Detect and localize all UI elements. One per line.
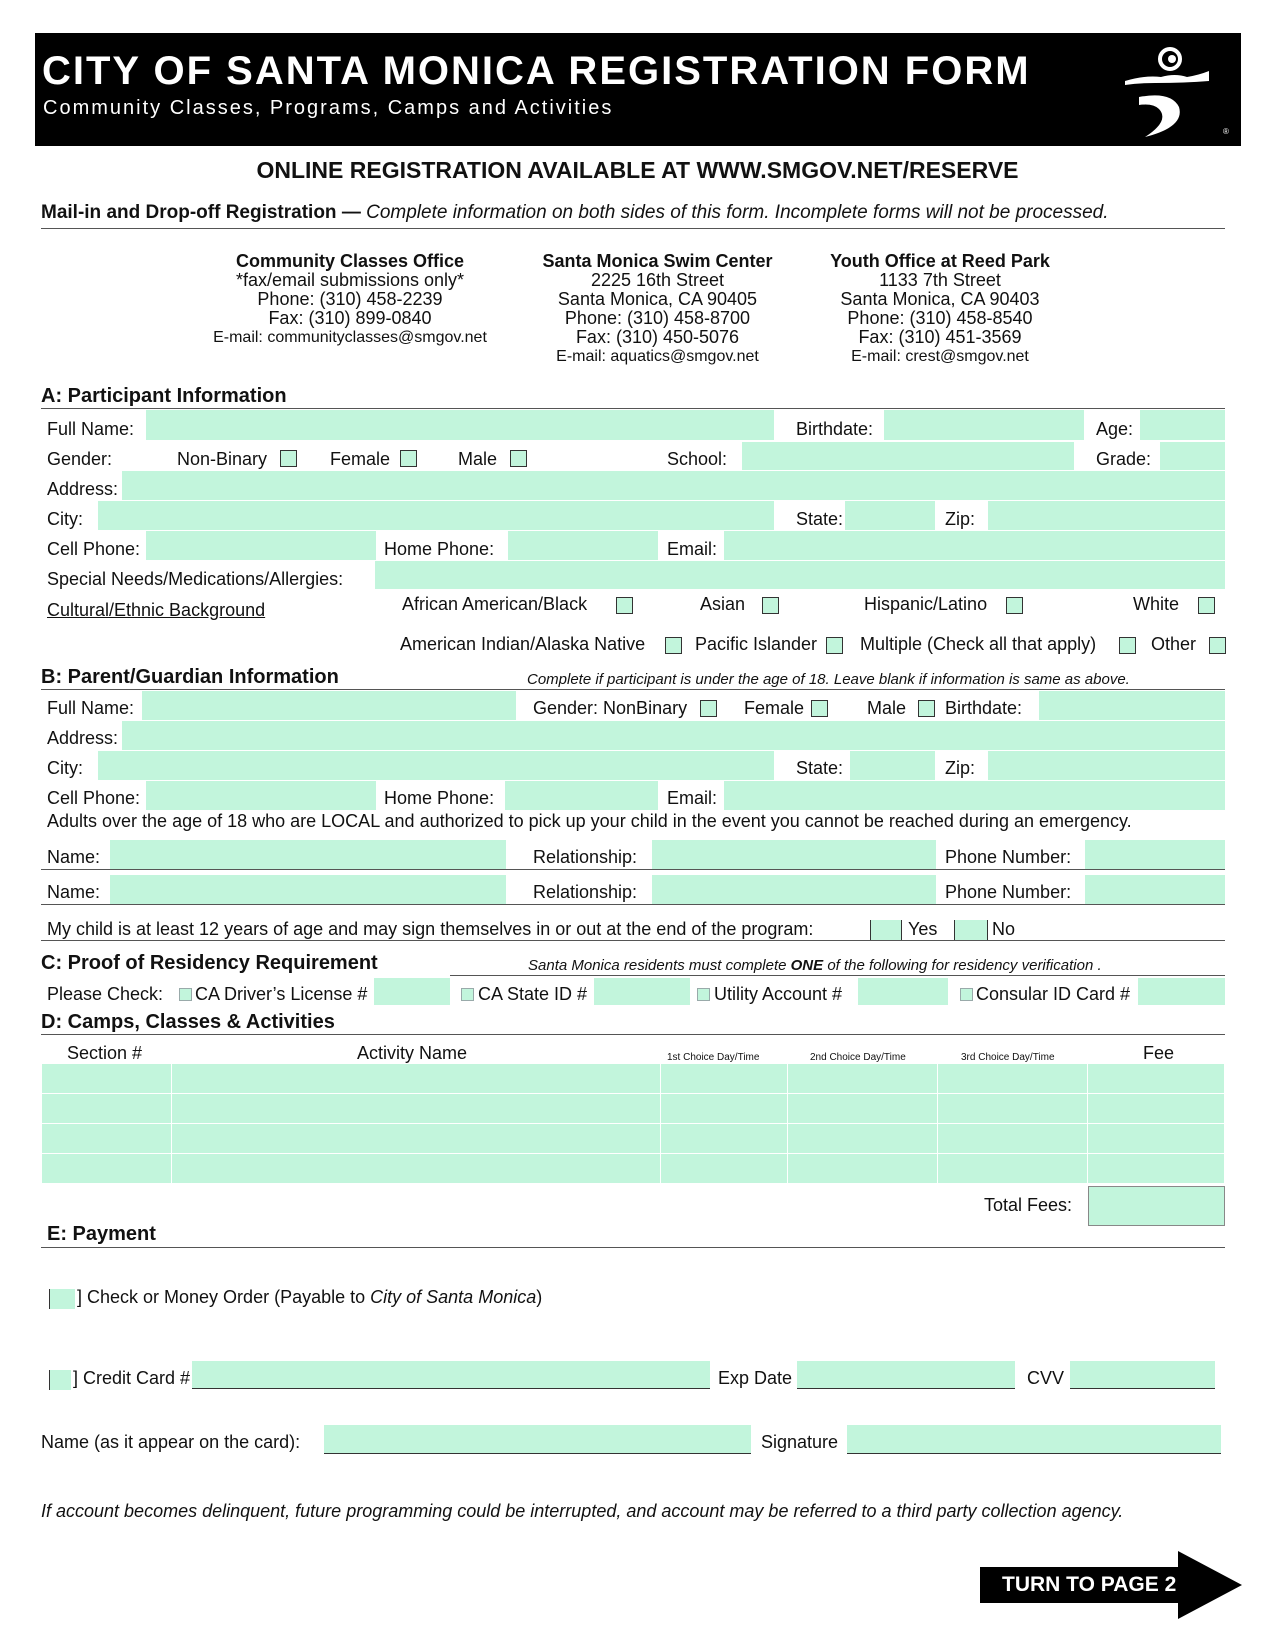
office-line: Phone: (310) 458-8540 (847, 308, 1033, 328)
header-banner (35, 33, 1241, 146)
consular-id-checkbox[interactable] (960, 988, 973, 1001)
participant-school-field[interactable] (742, 442, 1074, 470)
divider (41, 689, 1225, 690)
guardian-city-field[interactable] (98, 751, 774, 780)
guardian-full-name-field[interactable] (142, 691, 516, 720)
ethnic-multiple-label: Multiple (Check all that apply) (860, 634, 1097, 654)
column-activity-name: Activity Name (357, 1043, 468, 1063)
section-cell[interactable] (42, 1124, 172, 1154)
participant-state-field[interactable] (845, 501, 935, 530)
office-community-classes (190, 252, 510, 347)
section-e-title: E: Payment (47, 1223, 156, 1245)
participant-city-field[interactable] (98, 501, 774, 530)
guardian-home-phone-field[interactable] (505, 781, 658, 810)
office-reed-park (790, 252, 1090, 366)
participant-home-phone-label: Home Phone: (384, 539, 495, 559)
ethnic-hispanic-checkbox[interactable] (1006, 597, 1023, 614)
office-swim-center (505, 252, 810, 366)
form-subtitle: Community Classes, Programs, Camps and Activities (43, 97, 614, 119)
second-choice-cell[interactable] (788, 1124, 938, 1154)
guardian-female-label: Female (744, 698, 805, 718)
credit-card-field[interactable] (192, 1361, 710, 1389)
third-choice-cell[interactable] (938, 1124, 1088, 1154)
state-id-checkbox[interactable] (461, 988, 474, 1001)
participant-gender-label: Gender: (47, 449, 113, 469)
guardian-birthdate-label: Birthdate: (945, 698, 1023, 718)
table-row (42, 1154, 1225, 1184)
table-row (42, 1064, 1225, 1094)
guardian-state-field[interactable] (850, 751, 935, 780)
check-label-pre: ] Check or Money Order (Payable to (77, 1287, 366, 1307)
drivers-license-field[interactable] (374, 978, 450, 1005)
office-line: Fax: (310) 450-5076 (575, 327, 740, 347)
check-money-order-label (77, 1287, 542, 1308)
participant-city-label: City: (47, 509, 83, 529)
office-name: Community Classes Office (235, 251, 465, 271)
state-id-label: CA State ID # (478, 984, 588, 1004)
signature-field[interactable] (847, 1425, 1221, 1454)
emergency-relationship-field-2[interactable] (652, 875, 936, 904)
guardian-address-label: Address: (47, 728, 119, 748)
guardian-cell-phone-label: Cell Phone: (47, 788, 141, 808)
divider (41, 940, 1225, 941)
office-line: *fax/email submissions only* (235, 270, 465, 290)
guardian-male-checkbox[interactable] (918, 700, 935, 717)
column-fee: Fee (1143, 1043, 1175, 1063)
divider (41, 1247, 1225, 1248)
guardian-female-checkbox[interactable] (811, 700, 828, 717)
office-line: Santa Monica, CA 90405 (557, 289, 758, 309)
participant-birthdate-field[interactable] (884, 410, 1084, 440)
emergency-name-label: Name: (47, 882, 101, 902)
office-email: E-mail: crest@smgov.net (851, 348, 1029, 365)
third-choice-cell[interactable] (938, 1154, 1088, 1184)
emergency-phone-field-1[interactable] (1085, 840, 1225, 869)
divider (450, 975, 1225, 976)
participant-birthdate-label: Birthdate: (796, 419, 874, 439)
participant-zip-label: Zip: (945, 509, 976, 529)
emergency-name-field-1[interactable] (110, 840, 506, 869)
total-fees-field[interactable] (1088, 1186, 1225, 1226)
signature-label: Signature (761, 1432, 839, 1452)
participant-state-label: State: (796, 509, 844, 529)
ethnic-other-label: Other (1151, 634, 1197, 654)
gender-female-checkbox[interactable] (400, 450, 417, 467)
column-section: Section # (67, 1043, 143, 1063)
utility-account-label: Utility Account # (714, 984, 843, 1004)
office-name: Youth Office at Reed Park (830, 251, 1050, 271)
emergency-phone-field-2[interactable] (1085, 875, 1225, 904)
first-choice-cell[interactable] (661, 1064, 788, 1094)
exp-date-field[interactable] (797, 1361, 1015, 1389)
gender-non-binary-label: Non-Binary (177, 449, 268, 469)
ethnic-white-label: White (1133, 594, 1180, 614)
participant-cell-phone-label: Cell Phone: (47, 539, 141, 559)
participant-email-field[interactable] (724, 531, 1225, 560)
section-c-note-pre: Santa Monica residents must complete (528, 957, 787, 974)
fee-cell[interactable] (1088, 1124, 1225, 1154)
office-line: Santa Monica, CA 90403 (840, 289, 1040, 309)
sign-out-permission-label: My child is at least 12 years of age and may sign themselves in or out at the end of the program: (47, 919, 814, 939)
emergency-phone-label: Phone Number: (945, 847, 1072, 867)
participant-school-label: School: (667, 449, 728, 469)
column-first-choice: 1st Choice Day/Time (667, 1052, 760, 1063)
divider (41, 904, 1225, 905)
mail-in-notice (41, 202, 1109, 224)
second-choice-cell[interactable] (788, 1064, 938, 1094)
first-choice-cell[interactable] (661, 1124, 788, 1154)
section-c-note-one: ONE (790, 957, 824, 974)
fee-cell[interactable] (1088, 1094, 1225, 1124)
column-third-choice: 3rd Choice Day/Time (961, 1052, 1055, 1063)
ethnic-pacific-islander-checkbox[interactable] (826, 637, 843, 654)
participant-address-label: Address: (47, 479, 119, 499)
gender-female-label: Female (330, 449, 391, 469)
form-title: CITY OF SANTA MONICA REGISTRATION FORM (42, 49, 1031, 93)
gender-male-label: Male (458, 449, 498, 469)
ethnic-american-indian-checkbox[interactable] (665, 637, 682, 654)
turn-page-arrow (980, 1551, 1242, 1619)
gender-male-checkbox[interactable] (510, 450, 527, 467)
emergency-relationship-label: Relationship: (533, 847, 638, 867)
ethnic-asian-checkbox[interactable] (762, 597, 779, 614)
divider (41, 1034, 1225, 1035)
section-c-note (528, 957, 1102, 974)
table-row (42, 1124, 1225, 1154)
participant-zip-field[interactable] (988, 501, 1225, 530)
special-needs-field[interactable] (375, 561, 1225, 589)
third-choice-cell[interactable] (938, 1094, 1088, 1124)
utility-account-checkbox[interactable] (697, 988, 710, 1001)
turn-page-label: TURN TO PAGE 2 (1002, 1573, 1177, 1596)
drivers-license-label: CA Driver’s License # (195, 984, 368, 1004)
delinquent-note: If account becomes delinquent, future programming could be interrupted, and account may be referred to a third party collection agency. (41, 1501, 1124, 1521)
office-line: 1133 7th Street (879, 270, 1001, 290)
office-line: Fax: (310) 451-3569 (858, 327, 1022, 347)
guardian-birthdate-field[interactable] (1039, 691, 1225, 720)
activity-name-cell[interactable] (171, 1064, 661, 1094)
section-cell[interactable] (42, 1064, 172, 1094)
ethnic-hispanic-label: Hispanic/Latino (864, 594, 988, 614)
guardian-full-name-label: Full Name: (47, 698, 135, 718)
office-name: Santa Monica Swim Center (542, 251, 773, 271)
gender-non-binary-checkbox[interactable] (280, 450, 297, 467)
table-row (42, 1094, 1225, 1124)
section-c-title: C: Proof of Residency Requirement (41, 952, 378, 974)
section-b-title: B: Parent/Guardian Information (41, 666, 339, 688)
section-cell[interactable] (42, 1154, 172, 1184)
third-choice-cell[interactable] (938, 1064, 1088, 1094)
credit-card-label: ] Credit Card # (73, 1368, 191, 1388)
consular-id-label: Consular ID Card # (976, 984, 1131, 1004)
guardian-zip-label: Zip: (945, 758, 976, 778)
participant-grade-label: Grade: (1096, 449, 1152, 469)
guardian-address-field[interactable] (122, 721, 1225, 750)
exp-date-label: Exp Date (718, 1368, 793, 1388)
card-name-label: Name (as it appear on the card): (41, 1432, 301, 1452)
ethnic-white-checkbox[interactable] (1198, 597, 1215, 614)
activity-name-cell[interactable] (171, 1124, 661, 1154)
utility-account-field[interactable] (858, 978, 948, 1005)
participant-grade-field[interactable] (1160, 442, 1225, 470)
first-choice-cell[interactable] (661, 1094, 788, 1124)
guardian-home-phone-label: Home Phone: (384, 788, 495, 808)
divider (41, 408, 1225, 409)
office-line: Phone: (310) 458-2239 (257, 289, 443, 309)
ethnic-african-american-label: African American/Black (402, 594, 588, 614)
drivers-license-checkbox[interactable] (179, 988, 192, 1001)
guardian-state-label: State: (796, 758, 844, 778)
sign-out-yes-checkbox[interactable] (870, 920, 902, 940)
second-choice-cell[interactable] (788, 1094, 938, 1124)
office-line: Fax: (310) 899-0840 (268, 308, 432, 328)
please-check-label: Please Check: (47, 984, 164, 1004)
participant-full-name-label: Full Name: (47, 419, 135, 439)
registered-mark: ® (1223, 127, 1229, 136)
guardian-city-label: City: (47, 758, 83, 778)
cultural-background-label: Cultural/Ethnic Background (47, 600, 266, 620)
ethnic-multiple-checkbox[interactable] (1119, 637, 1136, 654)
activity-name-cell[interactable] (171, 1094, 661, 1124)
ethnic-asian-label: Asian (700, 594, 746, 614)
sign-out-no-label: No (992, 919, 1016, 939)
office-line: Phone: (310) 458-8700 (564, 308, 751, 328)
guardian-email-field[interactable] (724, 781, 1225, 810)
ethnic-other-checkbox[interactable] (1209, 637, 1226, 654)
participant-home-phone-field[interactable] (508, 531, 658, 560)
consular-id-field[interactable] (1138, 978, 1225, 1005)
section-d-title: D: Camps, Classes & Activities (41, 1011, 335, 1033)
column-second-choice: 2nd Choice Day/Time (810, 1052, 906, 1063)
section-c-note-post: of the following for residency verification . (827, 957, 1102, 974)
mail-in-title: Mail-in and Drop-off Registration — (41, 202, 361, 223)
cvv-field[interactable] (1070, 1361, 1215, 1389)
mail-in-instructions: Complete information on both sides of this form. Incomplete forms will not be processed. (366, 202, 1109, 223)
ethnic-pacific-islander-label: Pacific Islander (695, 634, 818, 654)
emergency-name-label: Name: (47, 847, 101, 867)
online-notice: ONLINE REGISTRATION AVAILABLE AT WWW.SMGOV.NET/RESERVE (256, 157, 1019, 183)
guardian-cell-phone-field[interactable] (146, 781, 376, 810)
fee-cell[interactable] (1088, 1154, 1225, 1184)
state-id-field[interactable] (594, 978, 690, 1005)
guardian-gender-label: Gender: NonBinary (533, 698, 688, 718)
ethnic-american-indian-label: American Indian/Alaska Native (400, 634, 646, 654)
city-logo (1075, 37, 1235, 143)
section-a-title: A: Participant Information (41, 385, 287, 407)
participant-email-label: Email: (667, 539, 718, 559)
emergency-relationship-label: Relationship: (533, 882, 638, 902)
participant-age-field[interactable] (1140, 410, 1225, 440)
adults-pickup-note: Adults over the age of 18 who are LOCAL and authorized to pick up your child in the event you cannot be reached during an emergency. (47, 811, 1132, 831)
guardian-male-label: Male (867, 698, 907, 718)
special-needs-label: Special Needs/Medications/Allergies: (47, 569, 344, 589)
office-email: E-mail: aquatics@smgov.net (556, 348, 759, 365)
office-line: 2225 16th Street (590, 270, 725, 290)
check-label-post: ) (536, 1287, 543, 1307)
first-choice-cell[interactable] (661, 1154, 788, 1184)
sign-out-no-checkbox[interactable] (954, 920, 988, 940)
activity-name-cell[interactable] (171, 1154, 661, 1184)
total-fees-label: Total Fees: (984, 1195, 1073, 1215)
cvv-label: CVV (1027, 1368, 1065, 1388)
fee-cell[interactable] (1088, 1064, 1225, 1094)
participant-full-name-field[interactable] (146, 410, 774, 440)
second-choice-cell[interactable] (788, 1154, 938, 1184)
emergency-name-field-2[interactable] (110, 875, 506, 904)
card-name-field[interactable] (324, 1425, 751, 1454)
emergency-phone-label: Phone Number: (945, 882, 1072, 902)
section-b-note: Complete if participant is under the age of 18. Leave blank if information is same as above. (527, 671, 1130, 688)
section-cell[interactable] (42, 1094, 172, 1124)
divider (41, 869, 1225, 870)
participant-address-field[interactable] (122, 471, 1225, 500)
participant-cell-phone-field[interactable] (146, 531, 376, 560)
guardian-email-label: Email: (667, 788, 718, 808)
divider (41, 228, 1225, 229)
ethnic-african-american-checkbox[interactable] (616, 597, 633, 614)
check-payee: City of Santa Monica (370, 1287, 537, 1307)
check-money-order-checkbox[interactable] (49, 1289, 75, 1309)
participant-age-label: Age: (1096, 419, 1134, 439)
sign-out-yes-label: Yes (908, 919, 938, 939)
guardian-non-binary-checkbox[interactable] (700, 700, 717, 717)
office-email: E-mail: communityclasses@smgov.net (213, 329, 487, 346)
credit-card-checkbox[interactable] (49, 1370, 71, 1390)
guardian-zip-field[interactable] (988, 751, 1225, 780)
activities-table (41, 1063, 1225, 1184)
emergency-relationship-field-1[interactable] (652, 840, 936, 869)
